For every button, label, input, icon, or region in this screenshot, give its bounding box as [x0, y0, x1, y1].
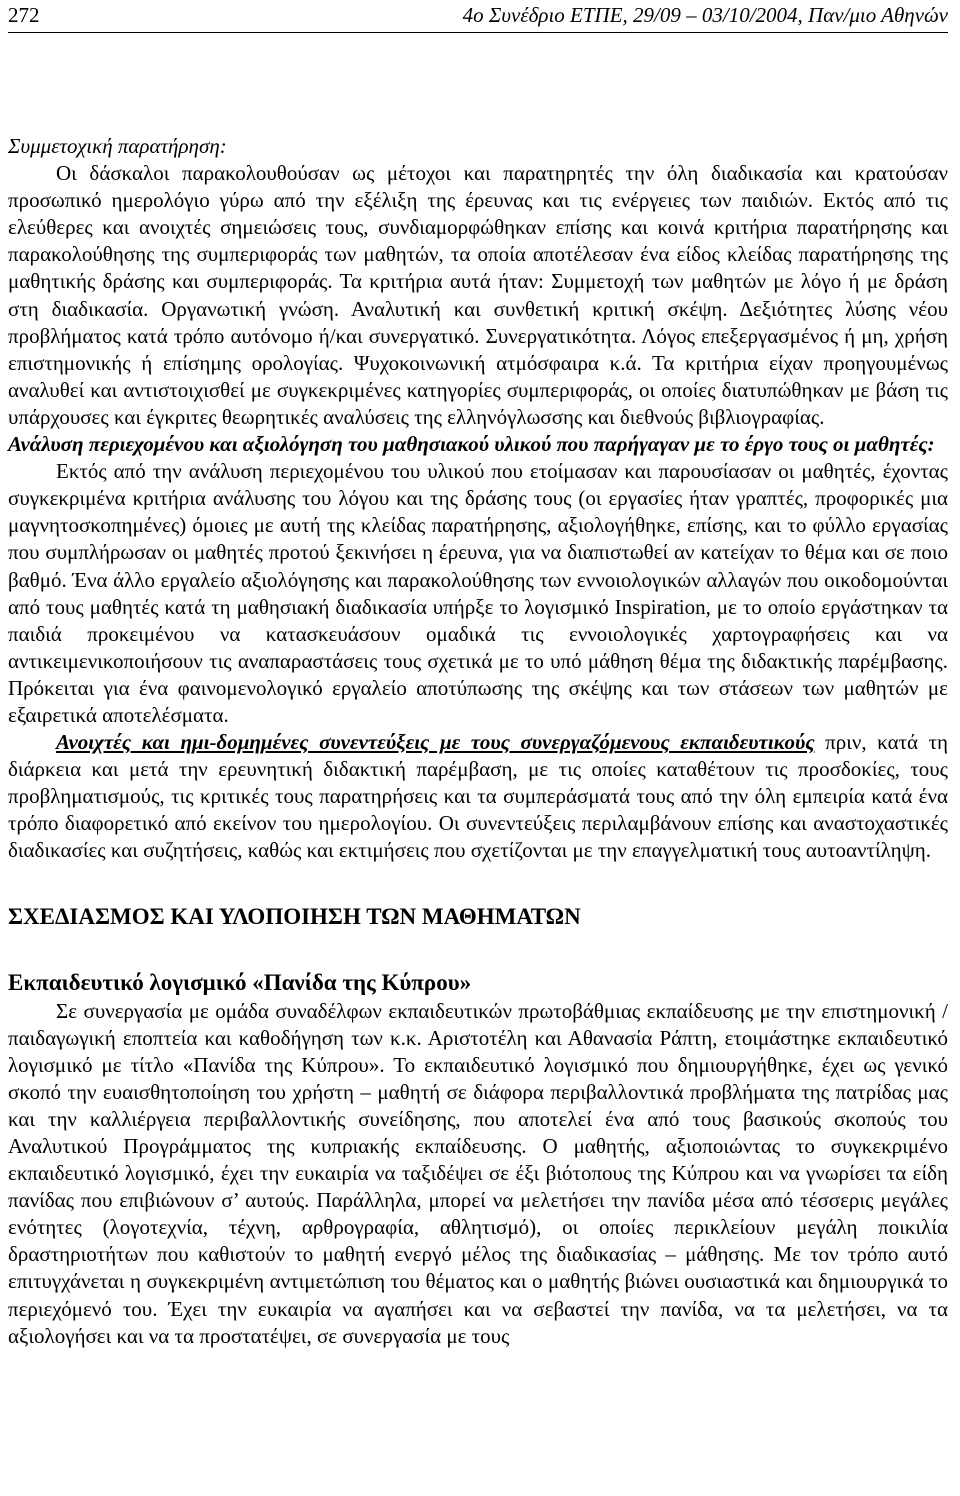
- page-number: 272: [8, 3, 40, 27]
- paragraph-interviews: [8, 729, 948, 864]
- paragraph-software: Σε συνεργασία με ομάδα συναδέλφων εκπαιδευτικών πρωτοβάθμιας εκπαίδευσης με την επιστημονική / παιδαγωγική εποπτεία και καθοδήγηση των κ.κ. Αριστοτέλη και Αθανασία Ράπτη, ετοιμάστηκε εκπαιδευτικό λογισμικό με τίτλο «Πανίδα της Κύπρου». Το εκπαιδευτικό λογισμικό που δημιουργήθηκε, έχει ως γενικό σκοπό την ευαισθητοποίηση του χρήστη – μαθητή σε διάφορα περιβαλλοντικά προβλήματα της πατρίδας μας και την καλλιέργεια περιβαλλοντικής συνείδησης, που αποτελεί ένα από τους βασικούς σκοπούς του Αναλυτικού Προγράμματος της κυπριακής εκπαίδευσης. Ο μαθητής, αξιοποιώντας το συγκεκριμένο εκπαιδευτικό λογισμικό, έχει την ευκαιρία να ταξιδέψει σε έξι βιότοπους της Κύπρου και να γνωρίσει τα είδη πανίδας που επιβιώνουν σ’ αυτούς. Παράλληλα, μπορεί να μελετήσει την πανίδα μέσα από τέσσερις μεγάλες ενότητες (λογοτεχνία, τέχνη, αρθρογραφία, αθλητισμό), οι οποίες περικλείουν μεγάλη ποικιλία δραστηριοτήτων που καθιστούν το μαθητή ενεργό μέλος της διαδικασίας – μάθησης. Με τον τρόπο αυτό επιτυγχάνεται η συγκεκριμένη αντιμετώπιση του θέματος και ο μαθητής βιώνει ουσιαστικά και δημιουργικά το περιεχόμενό του. Έχει την ευκαιρία να αγαπήσει και να σεβαστεί την πανίδα, να τα μελετήσει, να τα αξιολογήσει και να τα προστατέψει, σε συνεργασία με τους: [8, 998, 948, 1348]
- page-body: [8, 133, 948, 1350]
- inline-heading-interviews: Ανοιχτές και ημι-δομημένες συνεντεύξεις με τους συνεργαζόμενους εκπαιδευτικούς: [56, 730, 815, 755]
- section-title: ΣΧΕΔΙΑΣΜΟΣ ΚΑΙ ΥΛΟΠΟΙΗΣΗ ΤΩΝ ΜΑΘΗΜΑΤΩΝ: [8, 903, 581, 929]
- running-header: [8, 0, 948, 33]
- section-heading-participant-observation: Συμμετοχική παρατήρηση:: [8, 134, 227, 158]
- paragraph-content-analysis: Εκτός από την ανάλυση περιεχομένου του υλικού που ετοίμασαν και παρουσίασαν οι μαθητές, έχοντας συγκεκριμένα κριτήρια ανάλυσης του λόγου και της δράσης τους (οι εργασίες ήταν γραπτές, προφορικές μια μαγνητοσκοπημένες) όμοιες με αυτή της κλείδας παρατήρησης, αξιολογήθηκε, επίσης, και το φύλλο εργασίας που συμπλήρωσαν οι μαθητές προτού ξεκινήσει η έρευνα, για να διαπιστωθεί αν κατείχαν το θέμα και σε ποιο βαθμό. Ένα άλλο εργαλείο αξιολόγησης και παρακολούθησης των εννοιολογικών αλλαγών που οικοδομούνται από τους μαθητές κατά τη μαθησιακή διαδικασία υπήρξε το λογισμικό Inspiration, με το οποίο εργάστηκαν τα παιδιά προκειμένου να κατασκευάσουν ομαδικά τις εννοιολογικές χαρτογραφήσεις και να αντικειμενικοποιήσουν τις αναπαραστάσεις τους σχετικά με το υπό μάθηση θέμα της διδακτικής παρέμβασης. Πρόκειται για ένα φαινομενολογικό εργαλείο αποτύπωσης της σκέψης και των στάσεων των μαθητών με εξαιρετικά αποτελέσματα.: [8, 459, 948, 727]
- section-heading-content-analysis: Ανάλυση περιεχομένου και αξιολόγηση του μαθησιακού υλικού που παρήγαγαν με το έργο τους οι μαθητές:: [8, 432, 935, 457]
- running-title: 4ο Συνέδριο ΕΤΠΕ, 29/09 – 03/10/2004, Παν/μιο Αθηνών: [462, 3, 948, 27]
- subsection-title: Εκπαιδευτικό λογισμικό «Πανίδα της Κύπρου»: [8, 969, 472, 995]
- paragraph-interviews-text: πριν, κατά τη διάρκεια και μετά την ερευνητική διδακτική παρέμβαση, με τις οποίες καταθέτουν τις προσδοκίες, τους προβληματισμούς, τις κριτικές τους παρατηρήσεις και τα συμπεράσματά τους από την όλη εμπειρία κατά ένα τρόπο διαφορετικό από εκείνον του ημερολογίου. Οι συνεντεύξεις περιλαμβάνουν επίσης και αναστοχαστικές διαδικασίες και συζητήσεις, καθώς και εκτιμήσεις που σχετίζονται με την επαγγελματική τους αυτοαντίληψη.: [8, 730, 948, 863]
- paragraph-participant-observation: Οι δάσκαλοι παρακολουθούσαν ως μέτοχοι και παρατηρητές την όλη διαδικασία και κρατούσαν προσωπικό ημερολόγιο γύρω από την εξέλιξη της έρευνας και τις ενέργειες των παιδιών. Εκτός από τις ελεύθερες και ανοιχτές σημειώσεις τους, συνδιαμορφώθηκαν επίσης και κοινά κριτήρια παρατήρησης και παρακολούθησης της συμπεριφοράς των μαθητών, τα οποία αποτέλεσαν ένα είδος κλείδας παρατήρησης της μαθητικής δράσης και συμπεριφοράς. Τα κριτήρια αυτά ήταν: Συμμετοχή των μαθητών με λόγο ή με δράση στη διαδικασία. Οργανωτική γνώση. Αναλυτική και συνθετική κριτική σκέψη. Δεξιότητες λύσης νέου προβλήματος κατά τρόπο αυτόνομο ή/και συνεργατικό. Συνεργατικότητα. Λόγος επεξεργασμένος ή μη, χρήση επιστημονικής ή επίσημης ορολογίας. Ψυχοκοινωνική ατμόσφαιρα κ.ά. Τα κριτήρια είχαν προηγουμένως αναλυθεί και αντιστοιχισθεί με συγκεκριμένες κατηγορίες συμπεριφοράς, οι οποίες διατυπώθηκαν με βάση τις υπάρχουσες και έγκριτες θεωρητικές αναλύσεις της ελληνόγλωσσης και διεθνούς βιβλιογραφίας.: [8, 161, 948, 429]
